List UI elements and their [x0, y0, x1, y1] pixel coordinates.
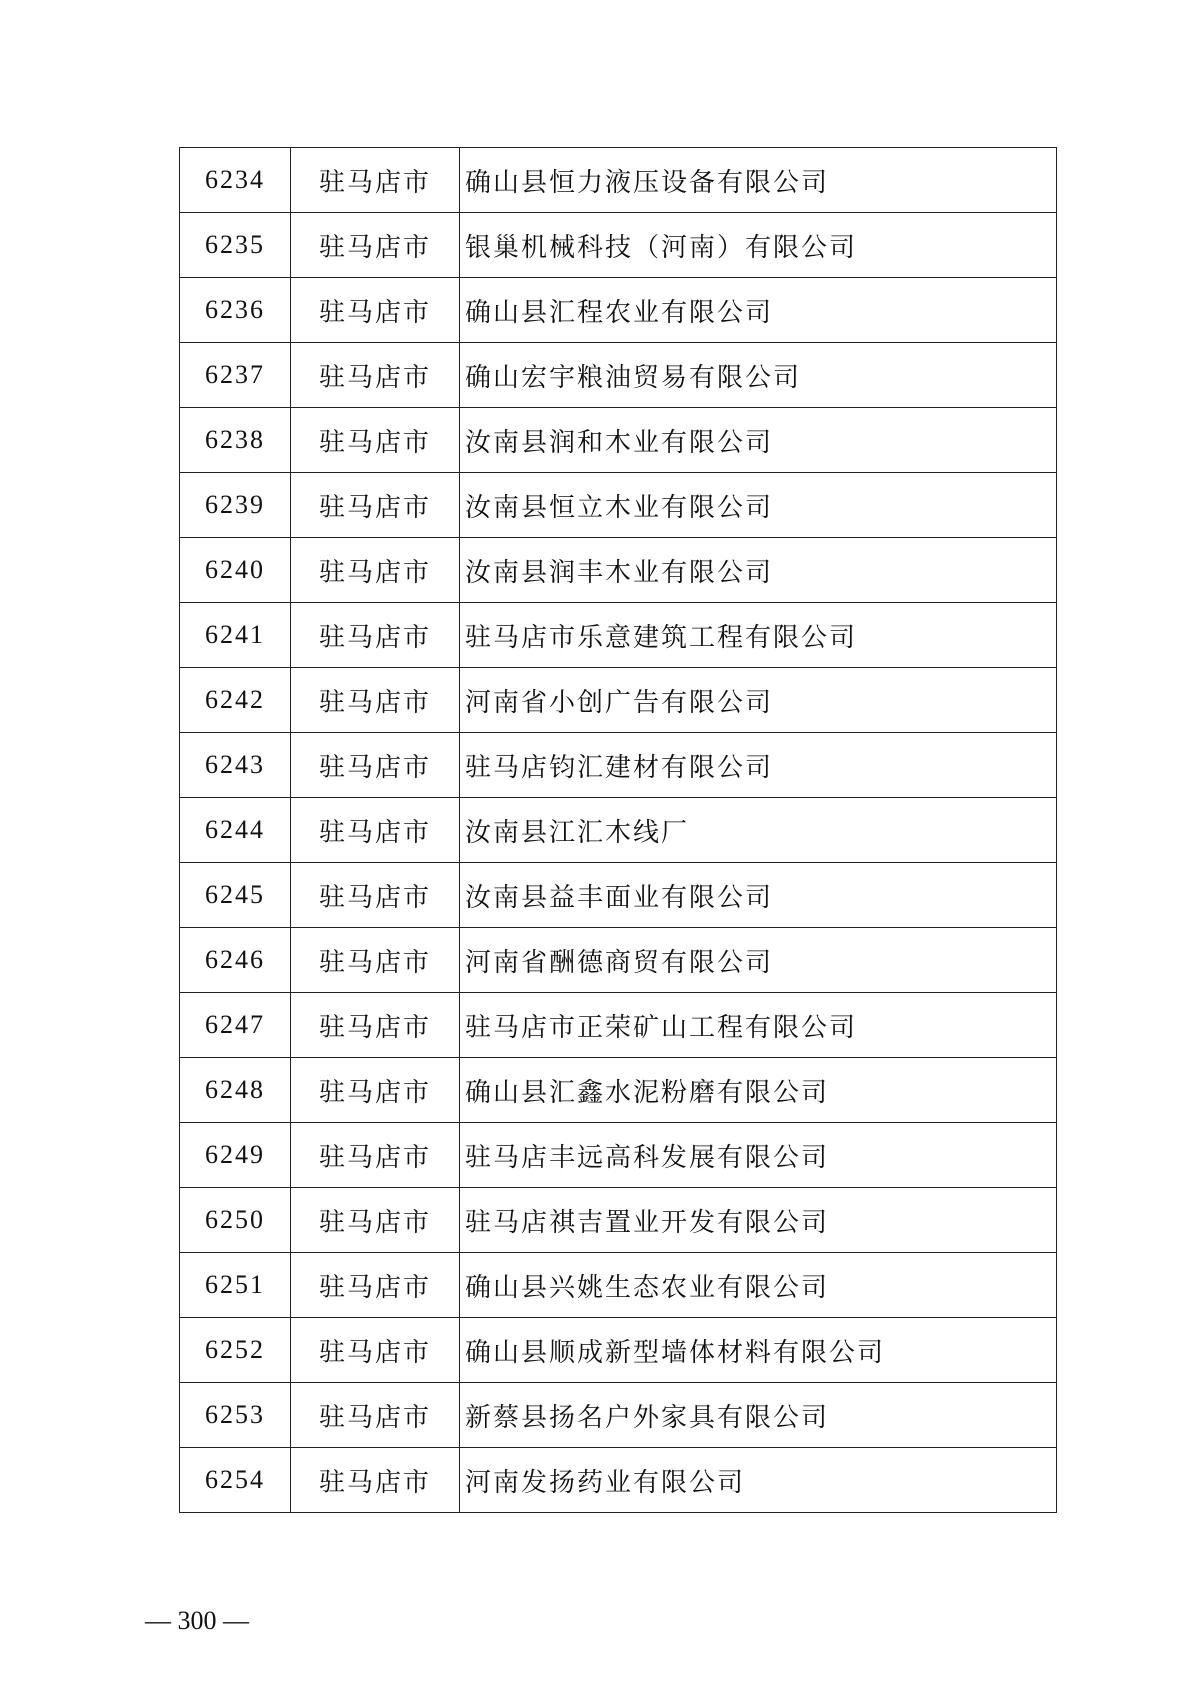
company-name-cell: 确山县兴姚生态农业有限公司 [460, 1253, 1057, 1318]
company-name-cell: 驻马店钧汇建材有限公司 [460, 733, 1057, 798]
row-number-cell: 6244 [180, 798, 291, 863]
row-number-cell: 6254 [180, 1448, 291, 1513]
city-cell: 驻马店市 [291, 733, 460, 798]
company-name-cell: 确山县汇程农业有限公司 [460, 278, 1057, 343]
row-number-cell: 6237 [180, 343, 291, 408]
city-cell: 驻马店市 [291, 863, 460, 928]
table-row [180, 668, 1057, 733]
company-name-cell: 汝南县恒立木业有限公司 [460, 473, 1057, 538]
table-row [180, 1318, 1057, 1383]
company-name-cell: 确山县顺成新型墙体材料有限公司 [460, 1318, 1057, 1383]
company-name-cell: 汝南县江汇木线厂 [460, 798, 1057, 863]
city-cell: 驻马店市 [291, 1318, 460, 1383]
city-cell: 驻马店市 [291, 1188, 460, 1253]
row-number-cell: 6234 [180, 148, 291, 213]
row-number-cell: 6238 [180, 408, 291, 473]
city-cell: 驻马店市 [291, 1383, 460, 1448]
table-row [180, 1383, 1057, 1448]
company-name-cell: 确山县恒力液压设备有限公司 [460, 148, 1057, 213]
company-name-cell: 汝南县润和木业有限公司 [460, 408, 1057, 473]
table-row [180, 1188, 1057, 1253]
row-number-cell: 6253 [180, 1383, 291, 1448]
row-number-cell: 6239 [180, 473, 291, 538]
city-cell: 驻马店市 [291, 1448, 460, 1513]
city-cell: 驻马店市 [291, 213, 460, 278]
city-cell: 驻马店市 [291, 278, 460, 343]
row-number-cell: 6251 [180, 1253, 291, 1318]
row-number-cell: 6243 [180, 733, 291, 798]
table-row [180, 928, 1057, 993]
company-name-cell: 确山宏宇粮油贸易有限公司 [460, 343, 1057, 408]
company-name-cell: 银巢机械科技（河南）有限公司 [460, 213, 1057, 278]
row-number-cell: 6235 [180, 213, 291, 278]
company-name-cell: 确山县汇鑫水泥粉磨有限公司 [460, 1058, 1057, 1123]
city-cell: 驻马店市 [291, 408, 460, 473]
table-row [180, 538, 1057, 603]
city-cell: 驻马店市 [291, 668, 460, 733]
city-cell: 驻马店市 [291, 603, 460, 668]
table-row [180, 408, 1057, 473]
table-row [180, 473, 1057, 538]
table-row [180, 798, 1057, 863]
row-number-cell: 6248 [180, 1058, 291, 1123]
table-row [180, 213, 1057, 278]
row-number-cell: 6241 [180, 603, 291, 668]
table-row [180, 863, 1057, 928]
company-name-cell: 驻马店丰远高科发展有限公司 [460, 1123, 1057, 1188]
table-row [180, 343, 1057, 408]
table-body [180, 148, 1057, 1513]
row-number-cell: 6240 [180, 538, 291, 603]
row-number-cell: 6246 [180, 928, 291, 993]
row-number-cell: 6252 [180, 1318, 291, 1383]
city-cell: 驻马店市 [291, 798, 460, 863]
table-row [180, 1058, 1057, 1123]
city-cell: 驻马店市 [291, 473, 460, 538]
table-row [180, 733, 1057, 798]
row-number-cell: 6245 [180, 863, 291, 928]
row-number-cell: 6249 [180, 1123, 291, 1188]
city-cell: 驻马店市 [291, 1123, 460, 1188]
company-name-cell: 河南省小创广告有限公司 [460, 668, 1057, 733]
city-cell: 驻马店市 [291, 343, 460, 408]
city-cell: 驻马店市 [291, 1253, 460, 1318]
row-number-cell: 6242 [180, 668, 291, 733]
city-cell: 驻马店市 [291, 993, 460, 1058]
company-name-cell: 汝南县益丰面业有限公司 [460, 863, 1057, 928]
company-name-cell: 驻马店市乐意建筑工程有限公司 [460, 603, 1057, 668]
company-name-cell: 汝南县润丰木业有限公司 [460, 538, 1057, 603]
table-row [180, 603, 1057, 668]
company-name-cell: 新蔡县扬名户外家具有限公司 [460, 1383, 1057, 1448]
company-table [179, 147, 1057, 1513]
page-number: — 300 — [145, 1606, 249, 1635]
company-name-cell: 河南省酬德商贸有限公司 [460, 928, 1057, 993]
table-row [180, 278, 1057, 343]
table-row [180, 1448, 1057, 1513]
city-cell: 驻马店市 [291, 148, 460, 213]
table-row [180, 1253, 1057, 1318]
table-row [180, 993, 1057, 1058]
company-name-cell: 驻马店市正荣矿山工程有限公司 [460, 993, 1057, 1058]
company-name-cell: 驻马店祺吉置业开发有限公司 [460, 1188, 1057, 1253]
city-cell: 驻马店市 [291, 928, 460, 993]
city-cell: 驻马店市 [291, 538, 460, 603]
company-name-cell: 河南发扬药业有限公司 [460, 1448, 1057, 1513]
row-number-cell: 6250 [180, 1188, 291, 1253]
row-number-cell: 6236 [180, 278, 291, 343]
row-number-cell: 6247 [180, 993, 291, 1058]
city-cell: 驻马店市 [291, 1058, 460, 1123]
table-row [180, 148, 1057, 213]
table-row [180, 1123, 1057, 1188]
